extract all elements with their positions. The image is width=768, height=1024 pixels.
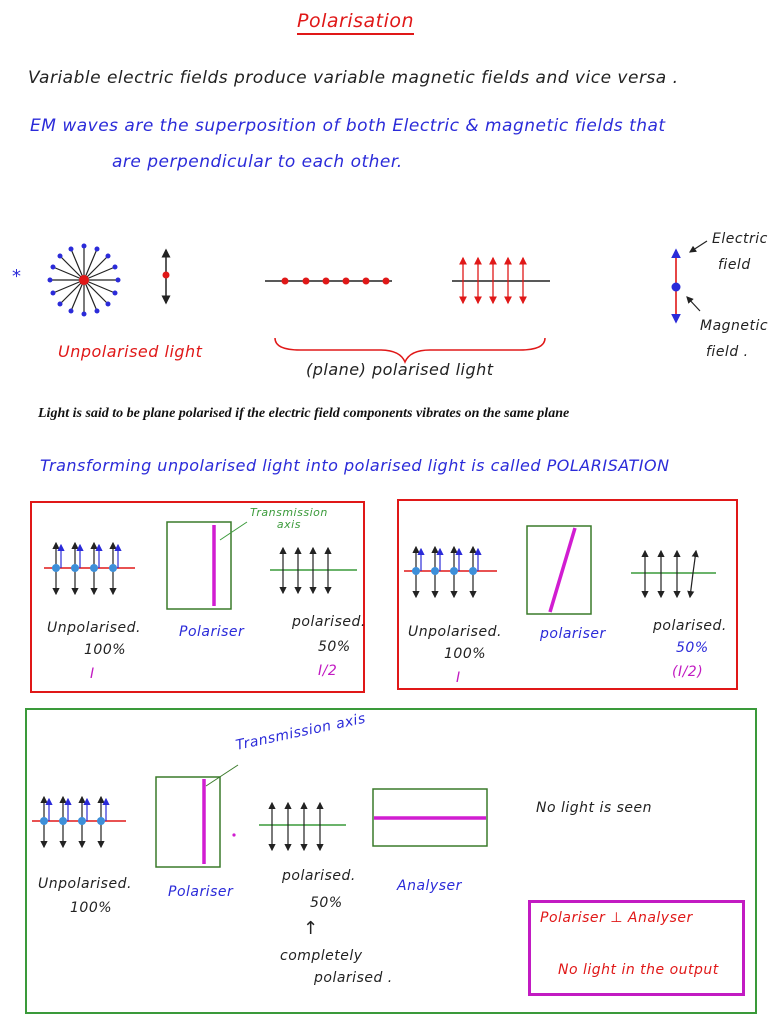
box3-polarised-label: polarised.: [282, 868, 356, 884]
box2-polariser-label: polariser: [540, 626, 606, 642]
electric-label-line-1: Electric: [712, 231, 768, 247]
box1-polariser-label: Polariser: [179, 624, 245, 640]
box3-unpolarised-label: Unpolarised.: [38, 876, 132, 892]
asterisk-icon: *: [12, 266, 21, 287]
vertical-field-arrow: [163, 250, 170, 303]
up-arrow-icon: ↑: [303, 918, 319, 939]
plane-polarised-light-label: (plane) polarised light: [306, 360, 494, 379]
box3-completely-polarised-label: polarised .: [314, 970, 393, 986]
box3-transmission-axis-label: Transmission axis: [234, 710, 368, 754]
magnetic-label-line-1: Magnetic: [700, 318, 768, 334]
field-direction-diagram: [672, 241, 708, 322]
box2-polarised-percent: 50%: [676, 640, 709, 656]
box1-transmission-axis-label: [250, 507, 328, 531]
box1-polarised-label: polarised.: [292, 614, 366, 630]
intro-line-2a: EM waves are the superposition of both Electric & magnetic fields that: [30, 116, 666, 136]
box2-unpolarised-label: Unpolarised.: [408, 624, 502, 640]
no-light-output-label: No light in the output: [558, 962, 719, 978]
electric-label-line-2: field: [718, 257, 751, 273]
box3-completely-label: completely: [280, 948, 363, 964]
unpolarised-light-label: Unpolarised light: [58, 342, 203, 361]
box3-unpolarised-percent: 100%: [70, 900, 113, 916]
box1-transmission-label-1: Transmission: [250, 506, 328, 519]
plane-polarised-statement: Light is said to be plane polarised if the electric field components vibrates on the same plane: [38, 406, 570, 421]
no-light-seen-label: No light is seen: [536, 800, 652, 816]
box1-intensity-in: I: [90, 666, 95, 682]
electric-field-label: [712, 226, 768, 278]
box3-polarised-percent: 50%: [310, 895, 343, 911]
unpolarised-starburst: [48, 244, 121, 317]
box1-unpolarised-label: Unpolarised.: [47, 620, 141, 636]
intro-line-2b: are perpendicular to each other.: [112, 152, 403, 172]
polarised-dots-wave: [265, 278, 392, 285]
box1-unpolarised-percent: 100%: [84, 642, 127, 658]
box1-polarised-percent: 50%: [318, 639, 351, 655]
page-title: Polarisation: [297, 10, 414, 35]
curly-brace: [275, 338, 545, 362]
polarised-arrows-wave: [452, 258, 550, 303]
box2-polarised-label: polarised.: [653, 618, 727, 634]
magnetic-field-label: [700, 313, 768, 365]
box2-intensity-out: (I/2): [672, 664, 704, 680]
box1-transmission-label-2: axis: [276, 518, 301, 531]
box2-intensity-in: I: [456, 670, 461, 686]
polarisation-definition: Transforming unpolarised light into polarised light is called POLARISATION: [40, 456, 670, 475]
polariser-perpendicular-analyser: Polariser ⊥ Analyser: [540, 910, 693, 926]
magnetic-label-line-2: field .: [706, 344, 749, 360]
intro-line-1: Variable electric fields produce variable magnetic fields and vice versa .: [28, 68, 679, 88]
box2-unpolarised-percent: 100%: [444, 646, 487, 662]
box1-intensity-out: I/2: [318, 663, 338, 679]
box3-analyser-label: Analyser: [397, 878, 462, 894]
box3-polariser-label: Polariser: [168, 884, 234, 900]
